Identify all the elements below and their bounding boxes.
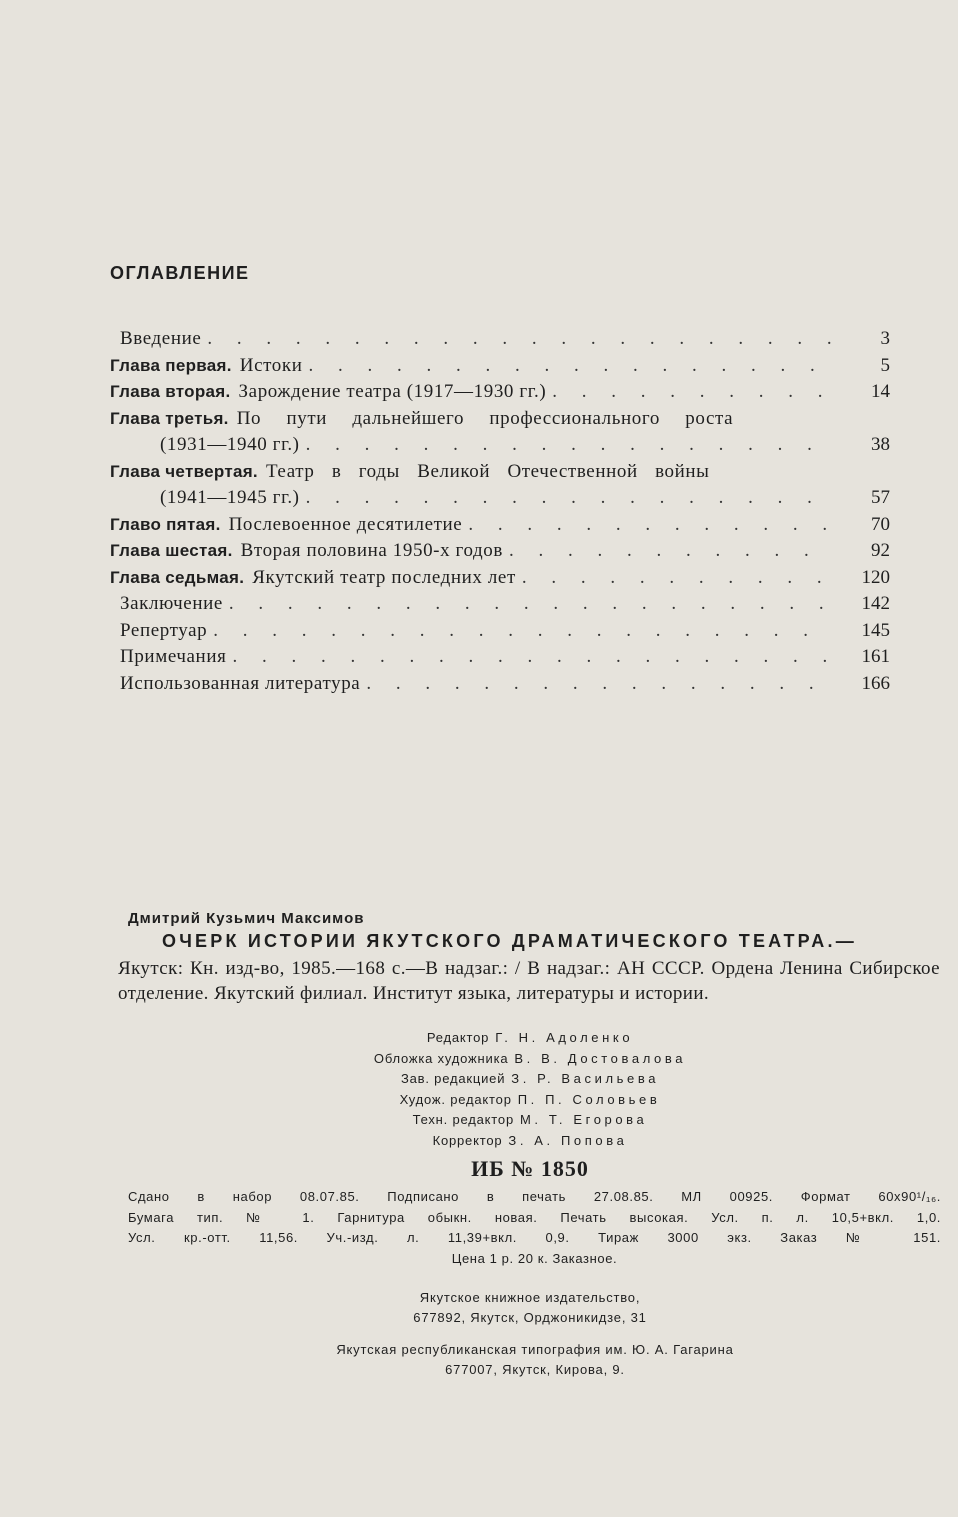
print-data-line: Сдано в набор 08.07.85. Подписано в печать 27.08.85. МЛ 00925. Формат 60х90¹/₁₆. (128, 1189, 941, 1204)
credit-role: Редактор (426, 1030, 490, 1045)
toc-chapter-label: Глава третья. (110, 408, 229, 428)
toc-entry-notes (110, 644, 890, 671)
credit-role: Худож. редактор (399, 1091, 512, 1107)
toc-dot-leader (229, 591, 834, 618)
toc-entry-bibliography (110, 671, 890, 698)
toc-chapter-label: Глава вторая. (110, 382, 231, 401)
toc-dot-leader (468, 512, 834, 539)
credit-role: Техн. редактор (412, 1112, 514, 1127)
bibliographic-record (118, 910, 948, 1006)
toc-entry-page: 3 (880, 328, 890, 349)
toc-entry-chapter-4 (110, 459, 890, 512)
toc-entry-title: Послевоенное десятилетие (228, 513, 463, 535)
toc-entry-chapter-3 (110, 406, 890, 459)
toc-entry-title: Театр в годы Великой Отечественной войны (265, 460, 710, 482)
credit-name: З. А. Попова (508, 1132, 628, 1148)
credit-line (0, 1110, 958, 1131)
toc-dot-leader (509, 538, 834, 565)
credit-role: Корректор (432, 1132, 503, 1148)
toc-chapter-label: Глава первая. (110, 355, 232, 375)
book-title: ОЧЕРК ИСТОРИИ ЯКУТСКОГО ДРАМАТИЧЕСКОГО ТЕАТРА.— (162, 931, 857, 951)
credit-name: П. П. Соловьев (517, 1091, 661, 1107)
printer-address: 677007, Якутск, Кирова, 9. (445, 1362, 625, 1377)
toc-entry-repertoire (110, 618, 890, 645)
credit-line (0, 1131, 958, 1152)
toc-dot-leader (232, 644, 834, 671)
toc-entry-page: 92 (871, 540, 890, 561)
toc-chapter-label: Глава четвертая. (110, 461, 258, 481)
toc-entry-title: Использованная литература (120, 672, 361, 694)
imprint-text: Якутск: Кн. изд-во, 1985.—168 с.—В надзаг.: / В надзаг.: АН СССР. Ордена Ленина Сибирское отделение. Якутский филиал. Институт языка, литературы и истории. (118, 958, 940, 1004)
credit-line (0, 1090, 958, 1111)
toc-dot-leader (552, 379, 834, 406)
toc-dot-leader (522, 565, 834, 592)
toc-chapter-label: Глава седьмая. (110, 567, 245, 587)
toc-entry-title: Якутский театр последних лет (252, 566, 516, 588)
toc-entry-page: 70 (871, 513, 890, 535)
toc-chapter-label: Глава шестая. (110, 541, 233, 560)
print-data-line: Бумага тип. № 1. Гарнитура обыкн. новая. Печать высокая. Усл. п. л. 10,5+вкл. 1,0. (128, 1209, 941, 1225)
toc-entry-page: 142 (861, 593, 890, 614)
toc-entry-page: 161 (861, 646, 890, 667)
credit-line (0, 1069, 958, 1090)
credit-line (0, 1028, 958, 1049)
print-data-line: Усл. кр.-отт. 11,56. Уч.-изд. л. 11,39+вкл. 0,9. Тираж 3000 экз. Заказ № 151. (128, 1230, 941, 1245)
publisher-block (0, 1288, 958, 1328)
printer-block (0, 1340, 958, 1380)
ib-number: ИБ № 1850 (471, 1156, 589, 1181)
toc-dot-leader (213, 618, 834, 645)
toc-chapter-label: Главо пятая. (110, 514, 221, 534)
toc-entry-title: Истоки (239, 354, 303, 376)
credit-name: М. Т. Егорова (519, 1112, 648, 1127)
toc-entry-title-continued: (1931—1940 гг.) (160, 434, 300, 455)
toc-dot-leader (306, 485, 834, 512)
toc-entry-page: 120 (861, 566, 890, 588)
publisher-address: 677892, Якутск, Орджоникидзе, 31 (413, 1310, 647, 1325)
toc-entry-page: 5 (880, 354, 890, 376)
printer-name: Якутская республиканская типография им. Ю. А. Гагарина (336, 1342, 734, 1357)
toc-entry-title: Вторая половина 1950-х годов (240, 540, 503, 561)
toc-entry-chapter-1 (110, 353, 890, 380)
toc-entry-title: Репертуар (120, 619, 208, 641)
publisher-name: Якутское книжное издательство, (419, 1290, 641, 1305)
toc-entry-page: 38 (871, 434, 890, 455)
toc-entry-chapter-7 (110, 565, 890, 592)
credit-name: В. В. Достовалова (514, 1050, 687, 1066)
toc-entry-introduction (110, 326, 890, 353)
toc-entry-page: 145 (861, 619, 890, 641)
print-data (128, 1187, 941, 1269)
toc-dot-leader (306, 432, 834, 459)
toc-entry-page: 57 (871, 487, 890, 508)
toc-dot-leader (207, 326, 834, 353)
toc-entry-title: Введение (120, 328, 202, 349)
toc-dot-leader (366, 671, 834, 698)
author-name: Дмитрий Кузьмич Максимов (128, 910, 365, 927)
toc-entry-chapter-6 (110, 538, 890, 565)
credit-line (0, 1049, 958, 1070)
toc-entry-title: По пути дальнейшего профессионального роста (236, 407, 734, 429)
toc-entry-conclusion (110, 591, 890, 618)
table-of-contents (110, 326, 890, 697)
editorial-credits (0, 1028, 958, 1151)
credit-role: Обложка художника (373, 1050, 509, 1066)
toc-heading: ОГЛАВЛЕНИЕ (110, 263, 250, 283)
toc-entry-title: Зарождение театра (1917—1930 гг.) (238, 381, 547, 402)
toc-entry-title-continued: (1941—1945 гг.) (160, 487, 300, 508)
toc-entry-page: 166 (861, 672, 890, 694)
toc-entry-title: Примечания (120, 646, 227, 667)
toc-entry-chapter-5 (110, 512, 890, 539)
price-line: Цена 1 р. 20 к. Заказное. (451, 1250, 618, 1266)
toc-entry-page: 14 (871, 381, 890, 402)
credit-role: Зав. редакцией (400, 1071, 506, 1086)
toc-entry-title: Заключение (120, 593, 223, 614)
credit-name: Г. Н. Адоленко (495, 1030, 634, 1045)
toc-dot-leader (309, 353, 835, 380)
toc-entry-chapter-2 (110, 379, 890, 406)
credit-name: З. Р. Васильева (511, 1071, 660, 1086)
